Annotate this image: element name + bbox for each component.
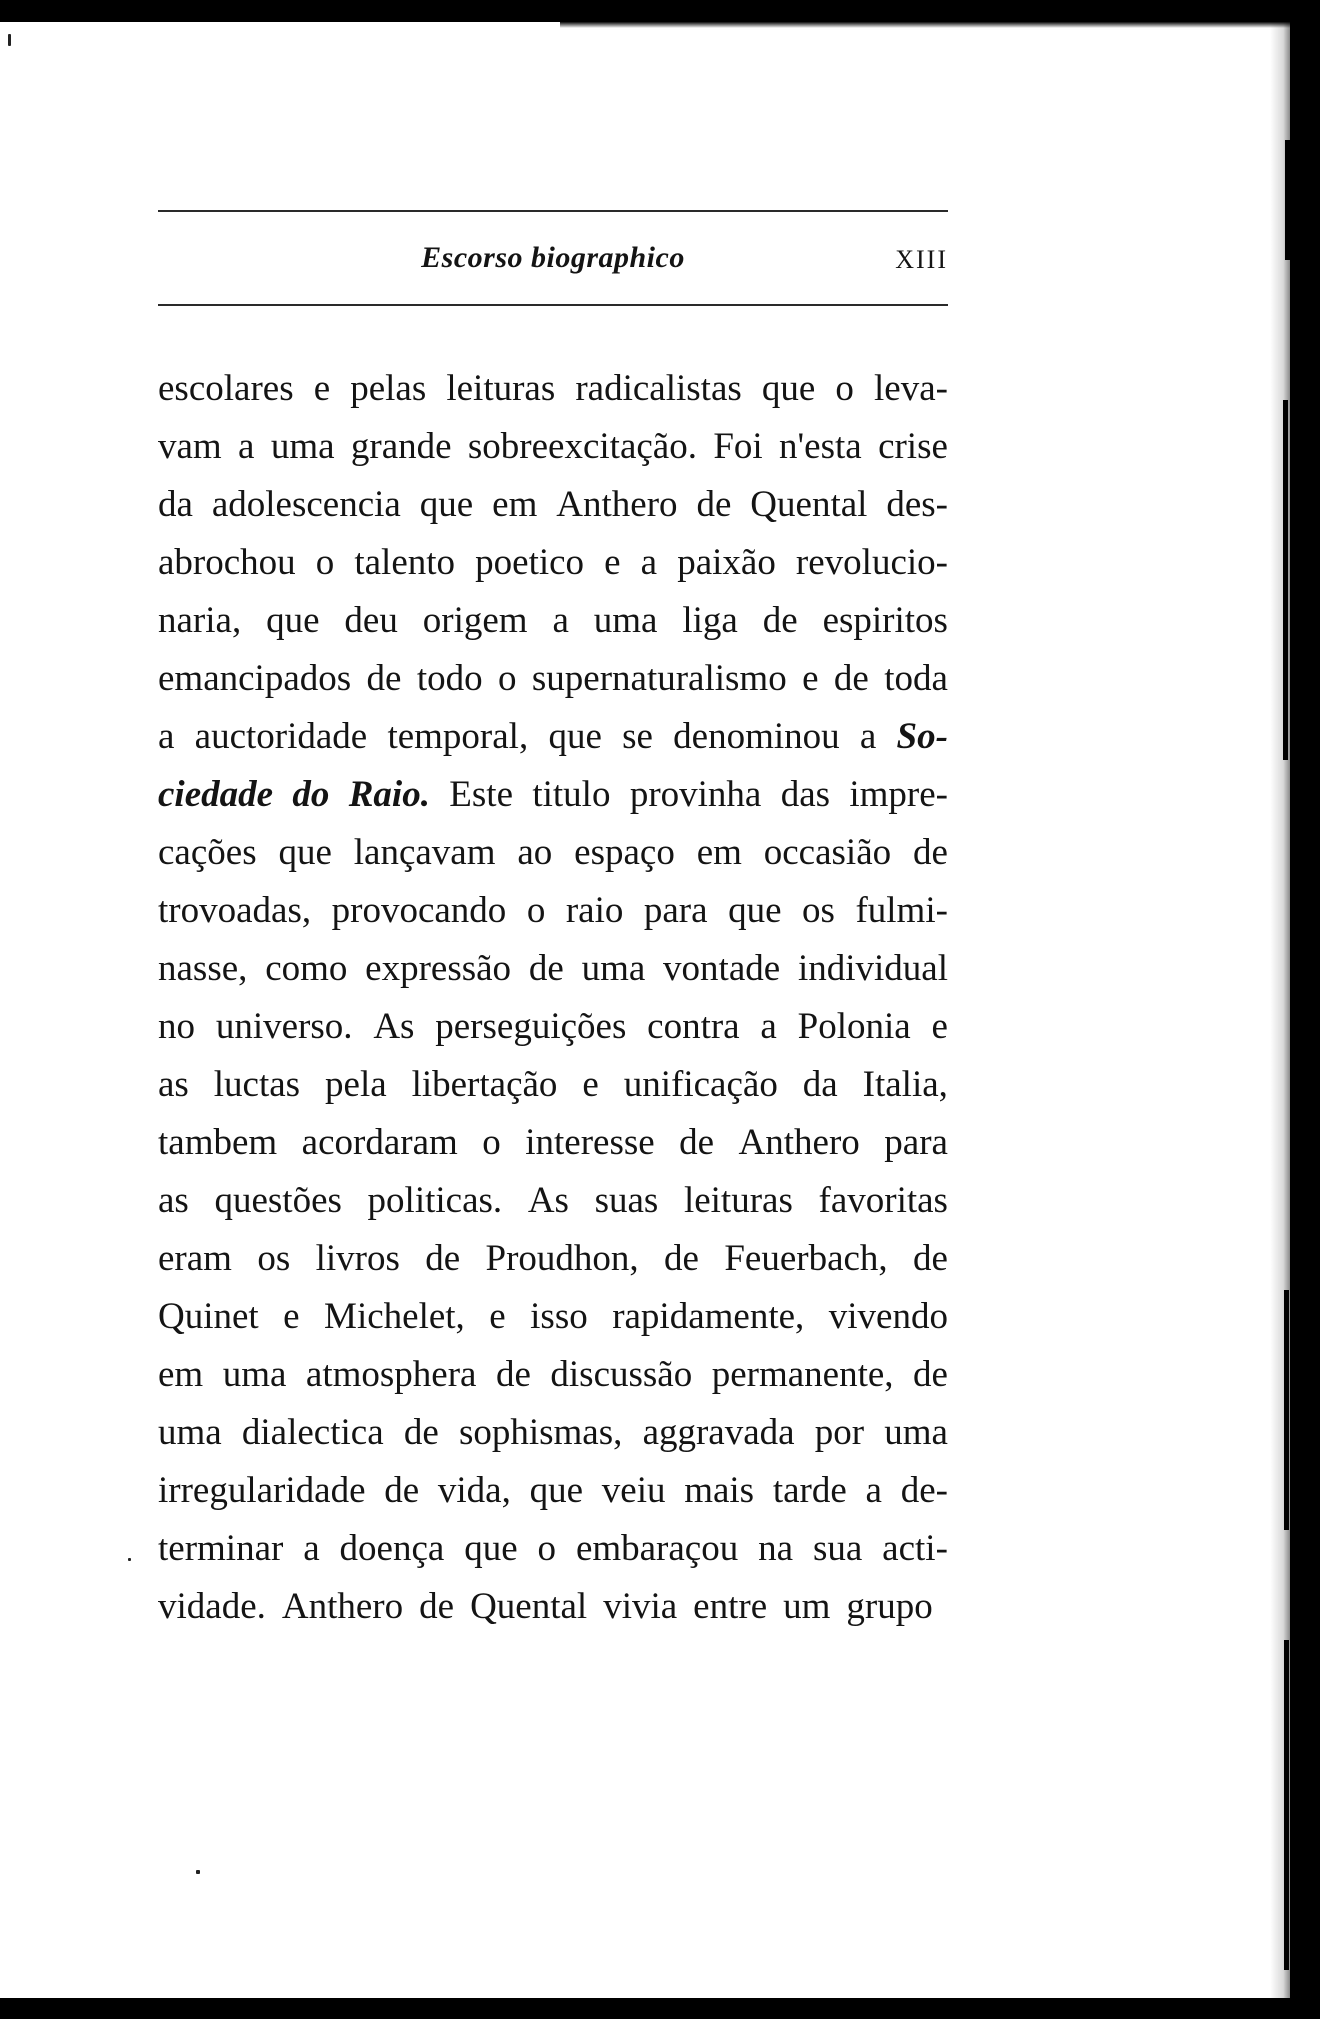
scan-streak <box>1285 140 1290 260</box>
word: vida, <box>437 1470 511 1511</box>
page-number: XIII <box>895 245 948 274</box>
word: Italia, <box>862 1064 948 1105</box>
word: das <box>780 774 831 815</box>
scan-streak <box>1284 1640 1289 1970</box>
word: terminar <box>158 1528 284 1569</box>
word: uma <box>270 426 335 467</box>
word: e <box>802 658 819 699</box>
word: a <box>859 716 877 757</box>
word: Anthero <box>738 1122 860 1163</box>
word: eram <box>158 1238 232 1279</box>
word: vidade. <box>158 1586 266 1627</box>
text-line <box>158 882 948 940</box>
word: provocando <box>331 890 507 931</box>
word: de <box>495 1354 531 1395</box>
word: a <box>865 1470 882 1511</box>
word: Anthero <box>281 1586 404 1627</box>
word: o <box>537 1528 557 1569</box>
scan-speck <box>128 1558 131 1561</box>
word: liga <box>682 600 738 641</box>
word: grupo <box>846 1586 933 1627</box>
word: pela <box>325 1064 387 1105</box>
word: provinha <box>629 774 762 815</box>
word: para <box>884 1122 948 1163</box>
word: de- <box>900 1470 948 1511</box>
word: o <box>526 890 546 931</box>
word: abrochou <box>158 542 296 583</box>
word: crise <box>878 426 948 467</box>
scan-border-right <box>1290 0 1320 2019</box>
word: revolucio- <box>795 542 948 583</box>
word: Proudhon, <box>485 1238 639 1279</box>
word: a <box>640 542 658 583</box>
word: entre <box>693 1586 768 1627</box>
word: livros <box>315 1238 400 1279</box>
word: Anthero <box>556 484 678 525</box>
word: pelas <box>350 368 427 409</box>
word: unificação <box>623 1064 778 1105</box>
word: luctas <box>213 1064 301 1105</box>
word: da <box>158 484 193 525</box>
word: paixão <box>677 542 776 583</box>
word: tarde <box>772 1470 847 1511</box>
word: contra <box>647 1006 740 1047</box>
word: leva- <box>874 368 948 409</box>
word: individual <box>797 948 948 989</box>
header-rule-bottom <box>158 304 948 306</box>
word: se <box>622 716 653 757</box>
word: deu <box>344 600 398 641</box>
text-line <box>158 1172 948 1230</box>
word: discussão <box>550 1354 693 1395</box>
word: Raio. <box>348 774 430 815</box>
word: de <box>384 1470 420 1511</box>
word: em <box>492 484 538 525</box>
word: Quinet <box>158 1296 259 1337</box>
word: que <box>761 368 816 409</box>
word: de <box>912 832 948 873</box>
running-title: Escorso biographico <box>421 241 685 274</box>
word: trovoadas, <box>158 890 312 931</box>
word: As <box>527 1180 569 1221</box>
scan-border-bottom <box>0 1998 1320 2019</box>
text-line <box>158 940 948 998</box>
word: de <box>425 1238 461 1279</box>
word: a <box>303 1528 320 1569</box>
text-line <box>158 1578 948 1636</box>
word: e <box>604 542 621 583</box>
word: e <box>283 1296 300 1337</box>
word: e <box>489 1296 506 1337</box>
text-line <box>158 1520 948 1578</box>
word: escolares <box>158 368 294 409</box>
word: fulmi- <box>855 890 948 931</box>
word: ao <box>517 832 553 873</box>
word: As <box>373 1006 415 1047</box>
text-line <box>158 1230 948 1288</box>
word: a <box>760 1006 777 1047</box>
word: tambem <box>158 1122 278 1163</box>
word: acti- <box>882 1528 948 1569</box>
word: libertação <box>411 1064 558 1105</box>
word: toda <box>884 658 948 699</box>
word: a <box>158 716 175 757</box>
word: que <box>278 832 332 873</box>
word: que <box>529 1470 584 1511</box>
word: que <box>464 1528 518 1569</box>
word: uma <box>593 600 658 641</box>
word: espiritos <box>822 600 948 641</box>
word: que <box>728 890 782 931</box>
word: na <box>758 1528 794 1569</box>
word: espaço <box>574 832 675 873</box>
word: em <box>696 832 742 873</box>
word: o <box>482 1122 501 1163</box>
header-rule-top <box>158 210 948 212</box>
scan-streak <box>1283 400 1288 760</box>
scan-speck <box>8 34 11 46</box>
word: aggravada <box>642 1412 795 1453</box>
word: de <box>913 1238 948 1279</box>
word: do <box>292 774 330 815</box>
word: como <box>265 948 348 989</box>
word: Polonia <box>797 1006 911 1047</box>
word: universo. <box>215 1006 353 1047</box>
word: acordaram <box>301 1122 458 1163</box>
word: vontade <box>663 948 781 989</box>
word: a <box>238 426 255 467</box>
word: vivia <box>603 1586 678 1627</box>
word: e <box>313 368 331 409</box>
word: que <box>548 716 602 757</box>
word: a <box>552 600 569 641</box>
word: grande <box>350 426 452 467</box>
word: isso <box>530 1296 588 1337</box>
text-line <box>158 476 948 534</box>
word: para <box>643 890 708 931</box>
word: todo <box>416 658 483 699</box>
word: ciedade <box>158 774 274 815</box>
word: no <box>158 1006 195 1047</box>
text-line <box>158 1288 948 1346</box>
word: n'esta <box>779 426 862 467</box>
word: o <box>498 658 517 699</box>
word: um <box>783 1586 831 1627</box>
word: nasse, <box>158 948 248 989</box>
word: sua <box>812 1528 863 1569</box>
word: que <box>266 600 320 641</box>
word: de <box>419 1586 455 1627</box>
scan-shadow-top <box>560 14 1320 28</box>
text-line <box>158 1404 948 1462</box>
word: em <box>158 1354 204 1395</box>
text-line <box>158 650 948 708</box>
word: de <box>833 658 869 699</box>
word: naria, <box>158 600 242 641</box>
word: os <box>257 1238 291 1279</box>
word: suas <box>594 1180 659 1221</box>
word: doença <box>339 1528 445 1569</box>
word: poetico <box>475 542 585 583</box>
word: uma <box>581 948 646 989</box>
word: vivendo <box>828 1296 948 1337</box>
word: atmosphera <box>305 1354 477 1395</box>
text-line <box>158 592 948 650</box>
word: origem <box>422 600 528 641</box>
word: adolescencia <box>211 484 401 525</box>
word: denominou <box>673 716 840 757</box>
word: radicalistas <box>575 368 742 409</box>
scan-streak <box>1284 1290 1289 1530</box>
word: Foi <box>713 426 763 467</box>
text-line <box>158 418 948 476</box>
word: Quental <box>750 484 868 525</box>
word: de <box>762 600 798 641</box>
text-line <box>158 1462 948 1520</box>
word: vam <box>158 426 222 467</box>
word: as <box>158 1064 189 1105</box>
word: expressão <box>365 948 512 989</box>
word: uma <box>222 1354 287 1395</box>
word: permanente, <box>711 1354 894 1395</box>
word: favoritas <box>818 1180 948 1221</box>
word: de <box>696 484 732 525</box>
text-line <box>158 824 948 882</box>
word: de <box>664 1238 699 1279</box>
word: titulo <box>532 774 611 815</box>
word: talento <box>354 542 456 583</box>
word: de <box>913 1354 948 1395</box>
word: politicas. <box>367 1180 503 1221</box>
word: Michelet, <box>324 1296 465 1337</box>
word: emancipados <box>158 658 352 699</box>
word: supernaturalismo <box>531 658 787 699</box>
word: perseguições <box>435 1006 627 1047</box>
text-line <box>158 998 948 1056</box>
word: uma <box>884 1412 948 1453</box>
word: impre- <box>849 774 948 815</box>
word: uma <box>158 1412 222 1453</box>
word: de <box>528 948 564 989</box>
text-line <box>158 1346 948 1404</box>
body-text <box>158 360 948 1636</box>
word: sobreexcitação. <box>467 426 697 467</box>
word: Este <box>449 774 513 815</box>
word: que <box>419 484 474 525</box>
word: leituras <box>446 368 556 409</box>
word: interesse <box>525 1122 655 1163</box>
text-line <box>158 360 948 418</box>
word: lançavam <box>353 832 496 873</box>
word: des- <box>886 484 948 525</box>
word: o <box>835 368 854 409</box>
scan-speck <box>196 1870 200 1874</box>
word: questões <box>214 1180 342 1221</box>
word: o <box>315 542 335 583</box>
word: veiu <box>601 1470 666 1511</box>
word: de <box>679 1122 715 1163</box>
word: dialectica <box>241 1412 384 1453</box>
word: occasião <box>763 832 892 873</box>
word: as <box>158 1180 189 1221</box>
word: So- <box>896 716 948 757</box>
text-line <box>158 534 948 592</box>
word: rapidamente, <box>612 1296 805 1337</box>
word: da <box>802 1064 838 1105</box>
word: os <box>802 890 835 931</box>
word: raio <box>565 890 624 931</box>
word: sophismas, <box>458 1412 623 1453</box>
word: cações <box>158 832 257 873</box>
word: leituras <box>683 1180 793 1221</box>
word: mais <box>684 1470 755 1511</box>
word: de <box>366 658 402 699</box>
word: irregularidade <box>158 1470 366 1511</box>
text-line <box>158 1114 948 1172</box>
word: por <box>814 1412 865 1453</box>
word: de <box>403 1412 439 1453</box>
text-line <box>158 1056 948 1114</box>
word: e <box>931 1006 948 1047</box>
text-line <box>158 708 948 766</box>
word: Quental <box>470 1586 588 1627</box>
word: auctoridade <box>194 716 368 757</box>
word: temporal, <box>387 716 529 757</box>
word: e <box>582 1064 599 1105</box>
word: Feuerbach, <box>724 1238 888 1279</box>
word: embaraçou <box>575 1528 739 1569</box>
text-line <box>158 766 948 824</box>
